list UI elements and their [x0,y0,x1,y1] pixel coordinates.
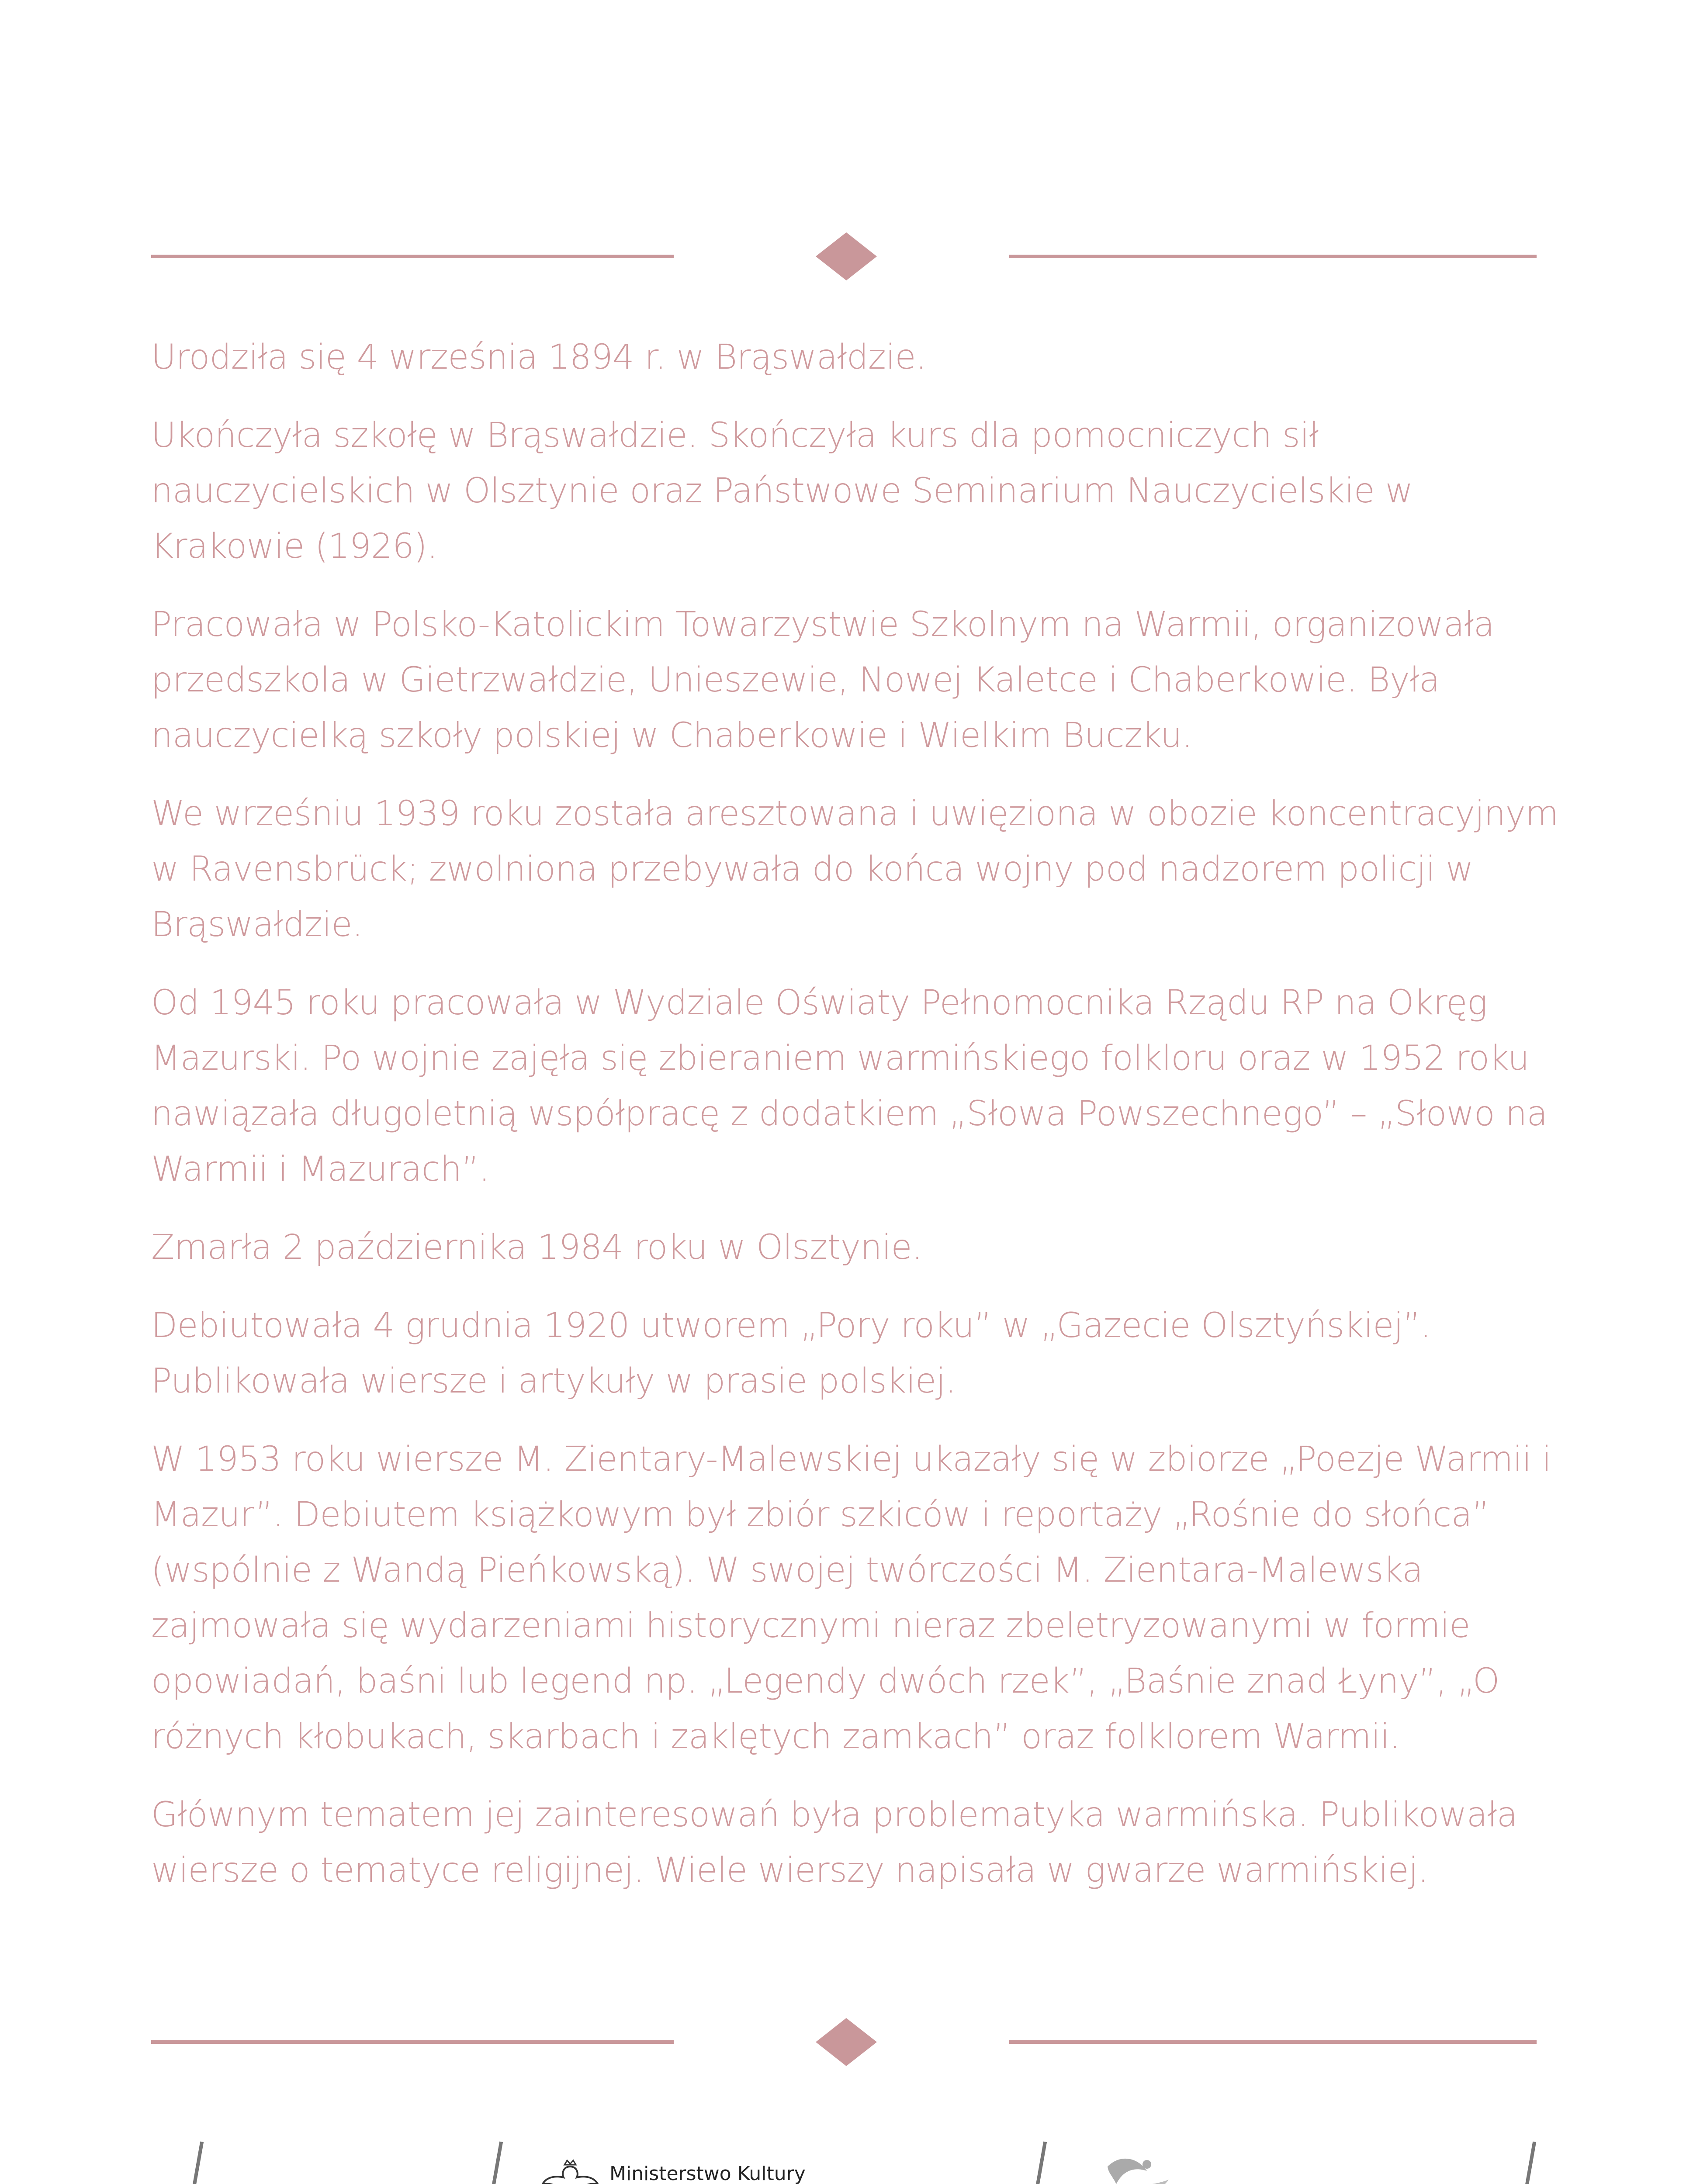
sponsors-footer [0,2132,1693,2184]
divider-line-right [1009,255,1537,258]
divider-line-left [151,2040,674,2044]
ministry-name: Ministerstwo Kultury [609,2163,806,2184]
diamond-ornament-icon [816,232,877,280]
footer-separator [167,2142,204,2184]
paragraph-death: Zmarła 2 października 1984 roku w Olsztynie. [151,1228,923,1267]
paragraph-education: Ukończyła szkołę w Brąswałdzie. Skończyła kurs dla pomocniczych sił nauczycielskich w Olsztynie oraz Państwowe Seminarium Nauczycielskie w Krakowie (1926). [151,416,1413,566]
paragraph-works: W 1953 roku wiersze M. Zientary-Malewskiej ukazały się w zbiorze „Poezje Warmii i Mazur”. Debiutem książkowym był zbiór szkiców i reportaży „Rośnie do słońca” (wspólnie z Wandą Pieńkowską). W swojej twórczości M. Zientara-Malewska zajmowała się wydarzeniami historycznymi nieraz zbeletryzowanymi w formie opowiadań, baśni lub legend np. „Legendy dwóch rzek”, „Baśnie znad Łyny”, „O różnych kłobukach, skarbach i zaklętych zamkach” oraz folklorem Warmii. [151,1440,1551,1756]
paragraph-work: Pracowała w Polsko-Katolickim Towarzystwie Szkolnym na Warmii, organizowała przedszkola w Gietrzwałdzie, Unieszewie, Nowej Kaletce i Chaberkowie. Była nauczycielką szkoły polskiej w Chaberkowie i Wielkim Buczku. [151,605,1495,755]
footer-separator [1499,2142,1536,2184]
divider-line-right [1009,2040,1537,2044]
paragraph-themes: Głównym tematem jej zainteresowań była problematyka warmińska. Publikowała wiersze o tematyce religijnej. Wiele wierszy napisała w gwarze warmińskiej. [151,1795,1518,1890]
biography-text [151,330,1567,1921]
divider-line-left [151,255,674,258]
paragraph-debut: Debiutowała 4 grudnia 1920 utworem „Pory roku” w „Gazecie Olsztyńskiej”. Publikowała wiersze i artykuły w prasie polskiej. [151,1306,1431,1401]
paragraph-birth: Urodziła się 4 września 1894 r. w Brąswałdzie. [151,338,927,377]
footer-separator [1010,2142,1047,2184]
diamond-ornament-icon [816,2018,877,2066]
eagle-emblem-icon [537,2158,603,2184]
paragraph-postwar: Od 1945 roku pracowała w Wydziale Oświaty Pełnomocnika Rządu RP na Okręg Mazurski. Po wojnie zajęła się zbieraniem warmińskiego folkloru oraz w 1952 roku nawiązała długoletnią współpracę z dodatkiem „Słowa Powszechnego” – „Słowo na Warmii i Mazurach”. [151,983,1548,1189]
bottom-divider [0,2018,1693,2066]
warmia-mazury-logo-icon [1081,2149,1186,2184]
top-divider [0,232,1693,280]
footer-separator [466,2142,503,2184]
paragraph-war: We wrześniu 1939 roku została aresztowana i uwięziona w obozie koncentracyjnym w Ravensbrück; zwolniona przebywała do końca wojny pod nadzorem policji w Brąswałdzie. [151,794,1558,944]
